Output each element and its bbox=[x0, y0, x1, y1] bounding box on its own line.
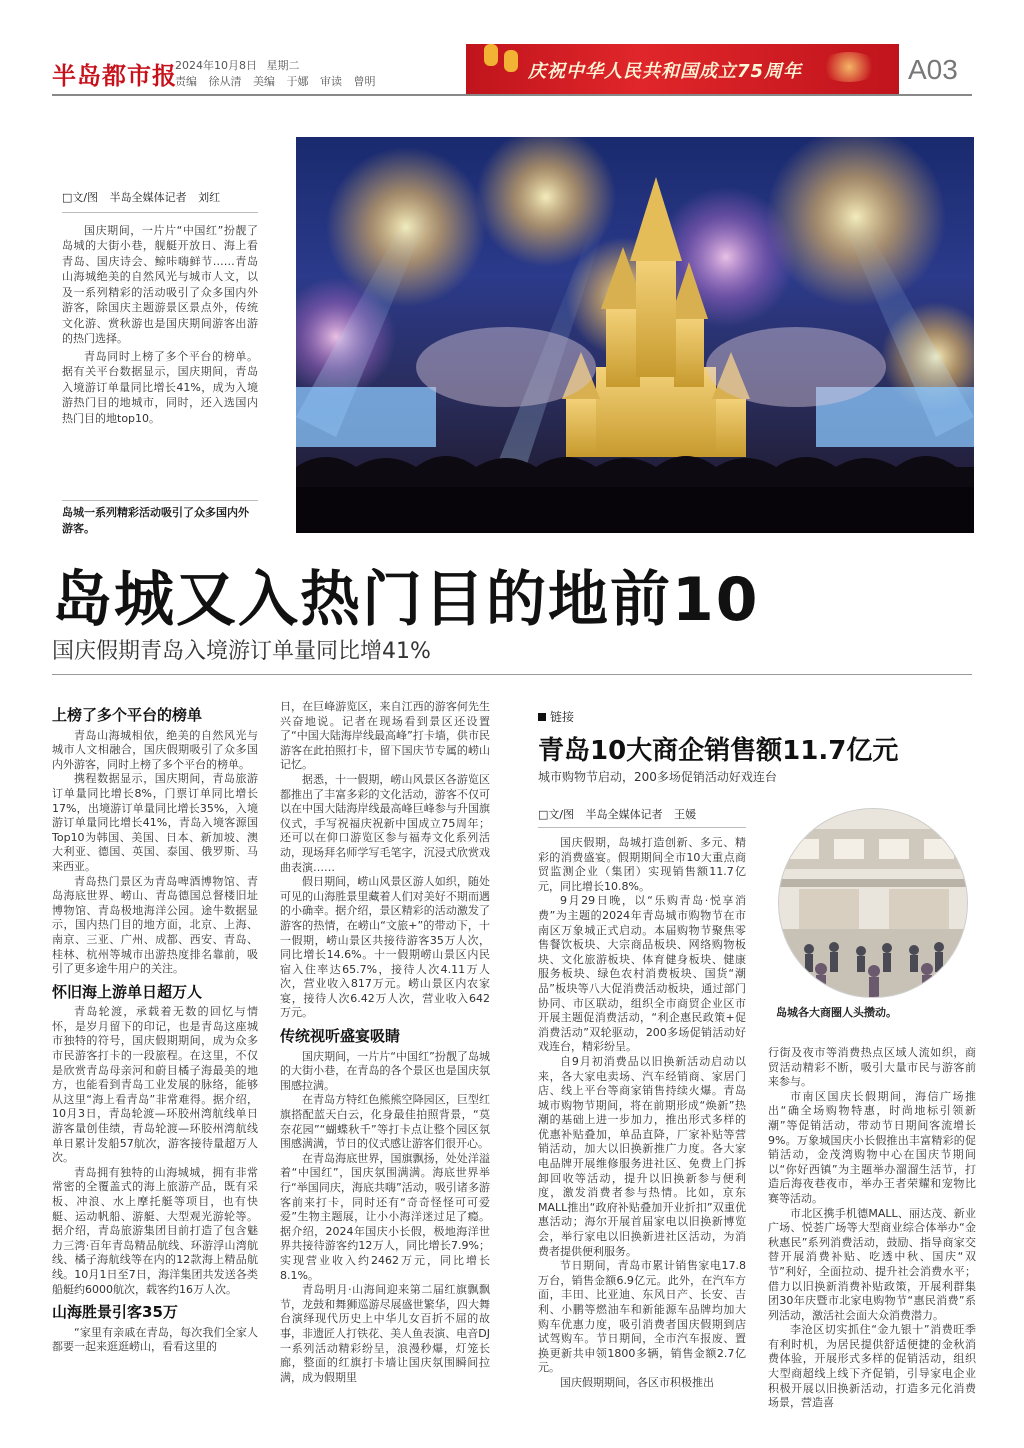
body-paragraph: 在青岛方特红色熊熊空降园区，巨型红旗搭配蓝天白云，化身最佳拍照背景，“莫奈花园”“蝴蝶秋千”等打卡点让整个园区氛围感满满，节日的仪式感让游客们很开心。 bbox=[280, 1093, 490, 1151]
body-paragraph: 自9月初消费品以旧换新活动启动以来，各大家电卖场、汽车经销商、家居门店、线上平台等商家销售持续火爆。青岛城市购物节期间，将在前期形成“焕新”热潮的基础上进一步加力，推出形式多样的优惠补贴叠加，单品直降，厂家补贴等营销活动，加大以旧换新推广力度。各大家电品牌开展维修服务进社区、免费上门拆卸回收等活动，提升以旧换新参与便利度，激发消费者参与热情。比如，京东MALL推出“政府补贴叠加开业折扣”双重优惠活动；海尔开展首届家电以旧换新博览会，举行家电以旧换新进社区活动，为消费者提供便利服务。 bbox=[538, 1054, 746, 1258]
banner-text: 庆祝中华人民共和国成立75周年 bbox=[528, 61, 803, 82]
body-paragraph: 市南区国庆长假期间，海信广场推出“确全场购物特惠，时尚地标引领新潮”等促销活动，带动节日期间客流增长9%。万象城国庆小长假推出丰富精彩的促销活动，金茂湾购物中心在国庆节期间以“你好西镇”为主题举办溜溜生活节，打造后海夜巷夜市，举办王者荣耀和宠物比赛等活动。 bbox=[768, 1089, 976, 1205]
byline-author: 刘红 bbox=[198, 191, 221, 204]
sidebar-tag: 链接 bbox=[538, 708, 574, 725]
headline-divider bbox=[52, 674, 972, 675]
photo-caption: 岛城一系列精彩活动吸引了众多国内外游客。 bbox=[62, 500, 258, 537]
sidebar-column-1 bbox=[538, 836, 746, 1448]
staff-role: 审读 bbox=[320, 75, 342, 88]
firework-icon bbox=[819, 52, 879, 82]
staff-credits bbox=[175, 74, 384, 90]
newspaper-logo: 半岛都市报 bbox=[52, 61, 177, 90]
issue-date-row bbox=[175, 58, 384, 74]
lantern-icon bbox=[504, 50, 518, 72]
mall-photo-caption: 岛城各大商圈人头攒动。 bbox=[776, 1006, 897, 1019]
byline-org: 半岛全媒体记者 bbox=[585, 808, 663, 821]
body-paragraph: 9月29日晚，以“乐购青岛·悦享消费”为主题的2024年青岛城市购物节在市南区万象城正式启动。本届购物节聚焦零售餐饮板块、大宗商品板块、网络购物板块、文化旅游板块、体育健身板块、健康服务板块、绿色农村消费板块、国货“潮品”板块等八大促消费活动板块，通过部门协同、市区联动，组织全市商贸企业区市开展主题促消费活动，“利企惠民政策+促消费活动”双轮驱动，200多场促销活动好戏连台，精彩纷呈。 bbox=[538, 894, 746, 1054]
intro-paragraph: 青岛同时上榜了多个平台的榜单。据有关平台数据显示，国庆期间，青岛入境游订单量同比增长41%，成为入境游热门目的地城市，同时，还入选国内热门目的地top10。 bbox=[62, 349, 258, 425]
byline-author: 王媛 bbox=[674, 808, 697, 821]
body-paragraph: “家里有亲戚在青岛，每次我们全家人都要一起来逛逛崂山，看看这里的 bbox=[52, 1325, 258, 1354]
page-number: A03 bbox=[908, 54, 958, 85]
article-column-2 bbox=[280, 700, 490, 1448]
body-paragraph: 行街及夜市等消费热点区域人流如织，商贸活动精彩不断，吸引大量市民与游客前来参与。 bbox=[768, 1046, 976, 1089]
byline-label: □文/图 bbox=[62, 191, 99, 204]
body-paragraph: 市北区携手机德MALL、丽达茂、新业广场、悦荟广场等大型商业综合体举办“金秋惠民”系列消费活动，鼓励、指导商家交替开展消费补贴、吃透中秋、国庆“双节”利好，全面拉动、提升社会消费水平；借力以旧换新消费补贴政策，开展利群集团30年庆暨市北家电购物节“惠民消费”系列活动，激活社会面大众消费潜力。 bbox=[768, 1206, 976, 1322]
section-heading: 山海胜景引客35万 bbox=[52, 1303, 178, 1322]
fireworks-castle-photo bbox=[296, 137, 974, 533]
byline-label: □文/图 bbox=[538, 808, 575, 821]
staff-role: 责编 bbox=[175, 75, 197, 88]
section-heading: 怀旧海上游单日超万人 bbox=[52, 982, 203, 1001]
shopping-mall-photo bbox=[778, 808, 968, 998]
section-heading: 传统视听盛宴吸睛 bbox=[280, 1027, 401, 1046]
article-byline bbox=[62, 190, 258, 213]
body-paragraph: 李沧区切实抓住“金九银十”消费旺季有利时机，为居民提供舒适便捷的金秋消费体验，开展形式多样的促销活动，组织大型商超线上线下齐促销，引导家电企业积极开展以旧换新活动，打造多元化消费场景，营造喜 bbox=[768, 1323, 976, 1410]
body-paragraph: 携程数据显示，国庆期间，青岛旅游订单量同比增长8%，门票订单同比增长17%，出境游订单量同比增长35%，入境游订单量同比增长41%，青岛入境客源国Top10为韩国、美国、日本、新加坡、澳大利亚、德国、英国、泰国、俄罗斯、马来西亚。 bbox=[52, 772, 258, 873]
sidebar-subtitle: 城市购物节启动，200多场促销活动好戏连台 bbox=[538, 770, 777, 784]
intro-paragraph: 国庆期间，一片片“中国红”扮靓了岛城的大街小巷，舰艇开放日、海上看青岛、国庆诗会、鲸咔嗨鲜节……青岛山海城绝美的自然风光与城市人文，以及一系列精彩的活动吸引了众多国内外游客，除国庆主题游景区景点外，传统文化游、赏秋游也是国庆期间游客出游的热门选择。 bbox=[62, 223, 258, 345]
body-paragraph: 青岛轮渡，承载着无数的回忆与情怀，是岁月留下的印记，也是青岛这座城市独特的符号，国庆假期期间，成为众多市民游客打卡的一段旅程。在这里，不仅是欣赏青岛母亲河和蔚目橘子海最美的地方，也能看到青岛工业发展的脉络，能够从这里“海上看青岛”非常难得。据介绍，10月3日，青岛轮渡—环胶州湾航线单日游客量创佳绩，青岛轮渡—环胶州湾航线单日累计发船57航次，游客接待量超万人次。 bbox=[52, 1005, 258, 1165]
body-paragraph: 国庆期间，一片片“中国红”扮靓了岛城的大街小巷，在青岛的各个景区也是国庆氛围感拉满。 bbox=[280, 1049, 490, 1092]
intro-column bbox=[62, 190, 258, 428]
body-paragraph: 日，在巨峰游览区，来自江西的游客何先生兴奋地说。记者在现场看到景区还设置了“中国大陆海岸线最高峰”打卡墙，供市民游客在此拍照打卡，留下国庆节专属的崂山记忆。 bbox=[280, 700, 490, 772]
masthead-divider bbox=[52, 94, 972, 96]
issue-weekday: 星期二 bbox=[266, 59, 300, 72]
section-heading: 上榜了多个平台的榜单 bbox=[52, 706, 203, 724]
body-paragraph: 节日期间，青岛市累计销售家电17.8万台，销售金额6.9亿元。此外，在汽车方面，丰田、比亚迪、东风日产、长安、吉利、小鹏等燃油车和新能源车品牌均加大购车优惠力度，吸引消费者国庆假期到店试驾购车。节日期间，全市汽车报废、置换更新共申领1800多辆，销售金额2.7亿元。 bbox=[538, 1259, 746, 1375]
staff-role: 美编 bbox=[253, 75, 275, 88]
body-paragraph: 国庆假期期间，各区市积极推出 bbox=[560, 1375, 714, 1389]
article-column-1 bbox=[52, 700, 258, 1448]
staff-name: 于娜 bbox=[286, 75, 309, 88]
sidebar-byline bbox=[538, 806, 746, 828]
issue-date: 2024年10月8日 bbox=[175, 59, 257, 72]
lantern-icon bbox=[484, 44, 498, 66]
masthead bbox=[0, 0, 1024, 100]
body-paragraph: 国庆假期，岛城打造创新、多元、精彩的消费盛宴。假期期间全市10大重点商贸监测企业（集团）实现销售额11.7亿元，同比增长10.8%。 bbox=[538, 836, 746, 893]
body-paragraph: 假日期间，崂山风景区游人如织，随处可见的山海胜景里藏着人们对美好不期而遇的小确幸。据介绍，景区精彩的活动激发了游客的热情，在崂山“文旅+”的带动下，十一假期，崂山景区共接待游客35万人次，同比增长14.6%。十一假期崂山景区内民宿入住率达65.7%，接待人次4.11万人次，营业收入817万元。崂山景区内农家宴，接待人次6.42万人次，营业收入642万元。 bbox=[280, 875, 490, 1020]
body-paragraph: 青岛山海城相依，绝美的自然风光与城市人文相融合，国庆假期吸引了众多国内外游客，同时上榜了多个平台的榜单。 bbox=[52, 728, 258, 771]
body-paragraph: 据悉，十一假期，崂山风景区各游览区都推出了丰富多彩的文化活动，游客不仅可以在中国大陆海岸线最高峰巨峰参与升国旗仪式，手写祝福庆祝新中国成立75周年；还可以在仰口游览区参与福寿文化系列活动，现场拜名师学写毛笔字，沉浸式欣赏戏曲表演…… bbox=[280, 772, 490, 874]
staff-name: 徐从清 bbox=[208, 75, 242, 88]
sidebar-column-2 bbox=[768, 1046, 976, 1448]
byline-org: 半岛全媒体记者 bbox=[109, 191, 187, 204]
main-headline: 岛城又入热门目的地前10 bbox=[52, 565, 760, 635]
body-paragraph: 青岛拥有独特的山海城城，拥有非常常密的全覆盖式的海上旅游产品，既有采板、冲浪、水上摩托艇等项目，也有快艇、运动帆船、游艇、大型观光游轮等。据介绍，青岛旅游集团目前打造了包含魅力三湾·百年青岛精品航线、环游浮山湾航线、橘子海航线等在内的12款海上精品航线。10月1日至7日，海洋集团共发送各类船艇约6000航次，载客约16万人次。 bbox=[52, 1165, 258, 1296]
issue-info bbox=[175, 58, 384, 90]
body-paragraph: 青岛热门景区为青岛啤酒博物馆、青岛海底世界、崂山、青岛德国总督楼旧址博物馆、青岛极地海洋公园。途牛数据显示，国内热门目的地方面，北京、上海、南京、三亚、广州、成都、西安、青岛、桂林、杭州等城市出游热度排名靠前，吸引了更多途牛用户的关注。 bbox=[52, 874, 258, 976]
body-paragraph: 在青岛海底世界，国旗飘扬，处处洋溢着“中国红”，国庆氛围满满。海底世界举行“举国同庆，海底共嗨”活动，吸引诸多游客前来打卡，同时还有“奇奇怪怪可可爱爱”生物主题展，让小小海洋迷过足了瘾。据介绍，2024年国庆小长假，极地海洋世界共接待游客约12万人，同比增长7.9%；实现营业收入约2462万元，同比增长8.1%。 bbox=[280, 1151, 490, 1282]
body-paragraph: 青岛明月·山海间迎来第二届红旗飘飘节，龙鼓和舞狮巡游尽展盛世繁华，四大舞台演绎现代历史上中华儿女百折不屈的故事，非遗匠人打铁花、美人鱼表演、电音DJ一系列活动精彩纷呈，浪漫秒爆，灯笼长廊，整面的红旗打卡墙让国庆氛围瞬间拉满，成为假期里 bbox=[280, 1283, 490, 1384]
main-subheadline: 国庆假期青岛入境游订单量同比增41% bbox=[52, 639, 431, 664]
staff-name: 曾明 bbox=[353, 75, 376, 88]
sidebar-title: 青岛10大商企销售额11.7亿元 bbox=[538, 736, 899, 766]
anniversary-banner bbox=[466, 44, 899, 94]
